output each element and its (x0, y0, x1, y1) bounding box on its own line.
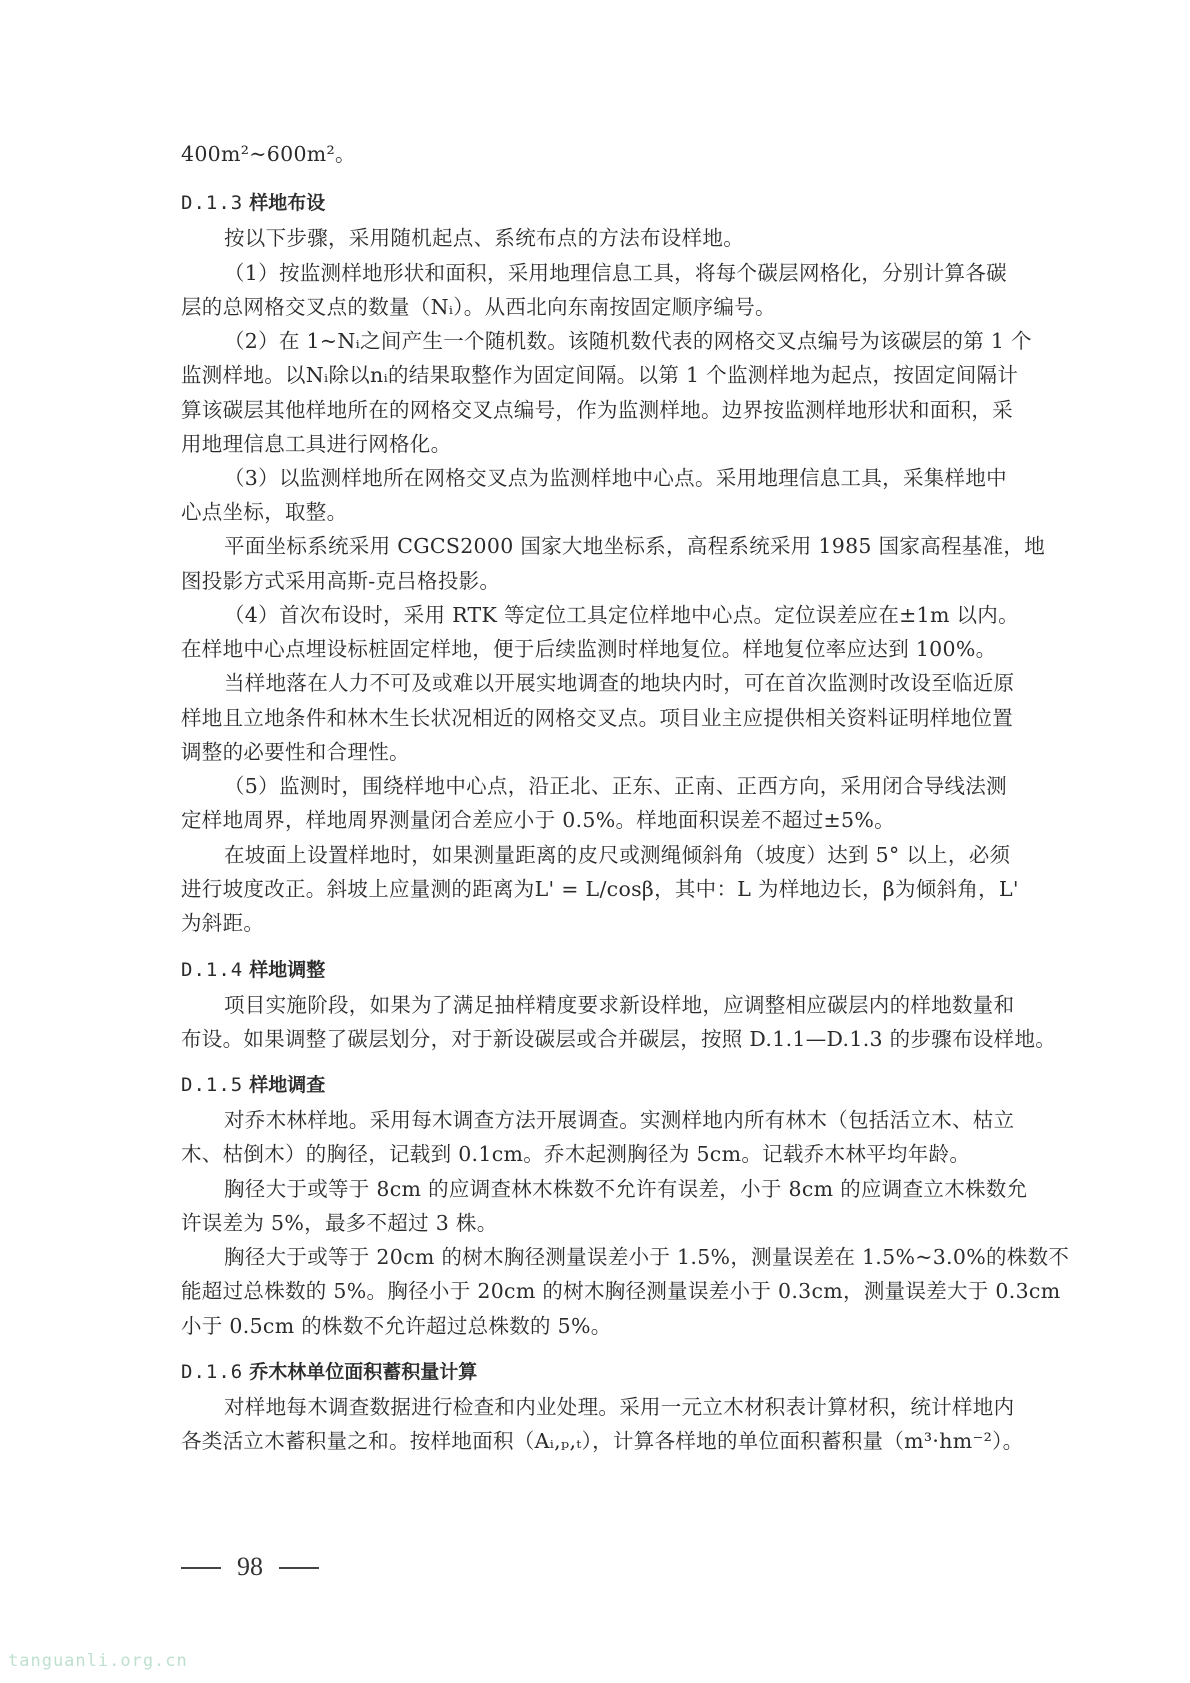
section-heading-d14 (181, 957, 325, 983)
text-line: 定样地周界，样地周界测量闭合差应小于 0.5%。样地面积误差不超过±5%。 (181, 808, 895, 832)
section-heading-d13 (181, 190, 325, 216)
text-line: 布设。如果调整了碳层划分，对于新设碳层或合并碳层，按照 D.1.1—D.1.3 的步骤布设样地。 (181, 1027, 1057, 1051)
text-line: 400m²~600m²。 (181, 142, 356, 166)
text-line: 对样地每木调查数据进行检查和内业处理。采用一元立木材积表计算材积，统计样地内 (224, 1395, 1015, 1419)
footer-dash-left (181, 1567, 221, 1569)
text-line: （5）监测时，围绕样地中心点，沿正北、正东、正南、正西方向，采用闭合导线法测 (224, 774, 1007, 798)
section-heading-d15 (181, 1072, 325, 1098)
text-line: 按以下步骤，采用随机起点、系统布点的方法布设样地。 (224, 226, 744, 250)
text-line: 进行坡度改正。斜坡上应量测的距离为L' = L/cosβ，其中：L 为样地边长，β为倾斜角，L' (181, 877, 1019, 901)
text-line: 许误差为 5%，最多不超过 3 株。 (181, 1211, 498, 1235)
text-line: 监测样地。以Nᵢ除以nᵢ的结果取整作为固定间隔。以第 1 个监测样地为起点，按固定间隔计 (181, 363, 1019, 387)
text-line: （2）在 1~Nᵢ之间产生一个随机数。该随机数代表的网格交叉点编号为该碳层的第 1 个 (224, 329, 1032, 353)
section-number: D.1.3 (181, 192, 244, 214)
section-number: D.1.6 (181, 1361, 244, 1383)
text-line: 样地且立地条件和林木生长状况相近的网格交叉点。项目业主应提供相关资料证明样地位置 (181, 706, 1013, 730)
text-line: 平面坐标系统采用 CGCS2000 国家大地坐标系，高程系统采用 1985 国家高程基准，地 (224, 534, 1045, 558)
text-line: 项目实施阶段，如果为了满足抽样精度要求新设样地，应调整相应碳层内的样地数量和 (224, 993, 1015, 1017)
watermark: tanguanli.org.cn (8, 1651, 188, 1671)
section-title: 样地调查 (249, 1074, 326, 1096)
section-title: 样地调整 (249, 959, 326, 981)
text-line: 在坡面上设置样地时，如果测量距离的皮尺或测绳倾斜角（坡度）达到 5° 以上，必须 (224, 843, 1011, 867)
text-line: 能超过总株数的 5%。胸径小于 20cm 的树木胸径测量误差小于 0.3cm，测量误差大于 0.3cm (181, 1279, 1061, 1303)
section-number: D.1.4 (181, 959, 244, 981)
text-line: 当样地落在人力不可及或难以开展实地调查的地块内时，可在首次监测时改设至临近原 (224, 671, 1015, 695)
text-line: 对乔木林样地。采用每木调查方法开展调查。实测样地内所有林木（包括活立木、枯立 (224, 1108, 1015, 1132)
section-title: 样地布设 (249, 192, 326, 214)
section-number: D.1.5 (181, 1074, 244, 1096)
text-line: 小于 0.5cm 的株数不允许超过总株数的 5%。 (181, 1314, 612, 1338)
page-number: 98 (237, 1552, 263, 1581)
text-line: （1）按监测样地形状和面积，采用地理信息工具，将每个碳层网格化，分别计算各碳 (224, 261, 1007, 285)
text-line: 调整的必要性和合理性。 (181, 740, 410, 764)
text-line: 胸径大于或等于 8cm 的应调查林木株数不允许有误差，小于 8cm 的应调查立木株数允 (224, 1177, 1028, 1201)
text-line: 用地理信息工具进行网格化。 (181, 432, 452, 456)
text-line: 胸径大于或等于 20cm 的树木胸径测量误差小于 1.5%，测量误差在 1.5%~3.0%的株数不 (224, 1245, 1070, 1269)
section-title: 乔木林单位面积蓄积量计算 (249, 1361, 478, 1383)
text-line: 算该碳层其他样地所在的网格交叉点编号，作为监测样地。边界按监测样地形状和面积，采 (181, 398, 1013, 422)
page-footer (181, 1551, 319, 1583)
section-heading-d16 (181, 1359, 477, 1385)
text-line: 心点坐标，取整。 (181, 500, 348, 524)
text-line: （4）首次布设时，采用 RTK 等定位工具定位样地中心点。定位误差应在±1m 以内。 (224, 603, 1019, 627)
text-line: 为斜距。 (181, 911, 265, 935)
footer-dash-right (279, 1567, 319, 1569)
text-line: 各类活立木蓄积量之和。按样地面积（Aᵢ,ₚ,ₜ），计算各样地的单位面积蓄积量（m³·hm⁻²）。 (181, 1429, 1024, 1453)
text-line: 木、枯倒木）的胸径，记载到 0.1cm。乔木起测胸径为 5cm。记载乔木林平均年龄。 (181, 1142, 971, 1166)
text-line: 图投影方式采用高斯-克吕格投影。 (181, 569, 501, 593)
text-line: 在样地中心点埋设标桩固定样地，便于后续监测时样地复位。样地复位率应达到 100%。 (181, 637, 997, 661)
text-line: （3）以监测样地所在网格交叉点为监测样地中心点。采用地理信息工具，采集样地中 (224, 466, 1007, 490)
text-line: 层的总网格交叉点的数量（Nᵢ）。从西北向东南按固定顺序编号。 (181, 295, 776, 319)
